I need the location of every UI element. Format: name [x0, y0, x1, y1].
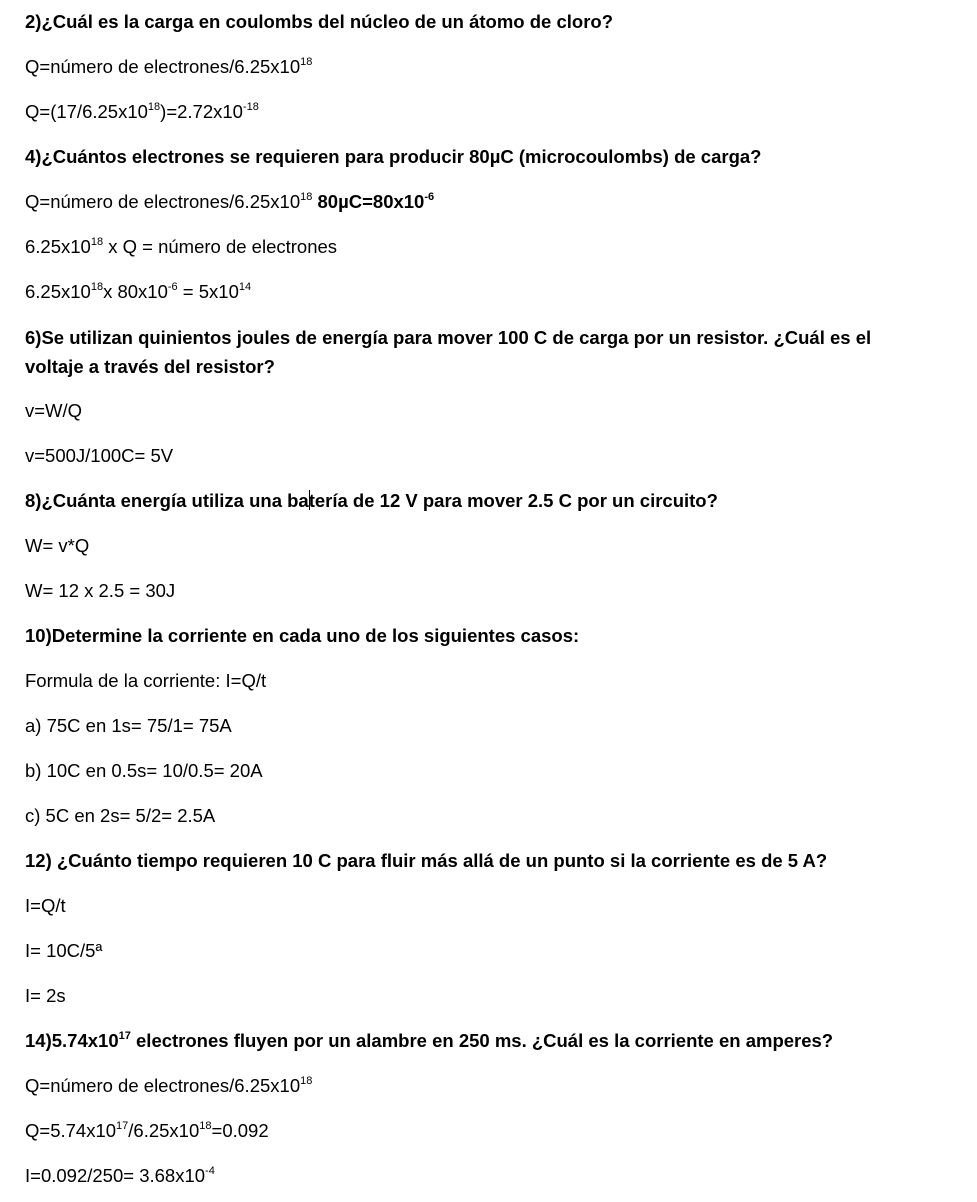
text-run: W= 12 x 2.5 = 30J	[25, 580, 176, 601]
text-run: Formula de la corriente: I=Q/t	[25, 670, 267, 691]
answer-line	[25, 892, 66, 920]
text-run: 4)¿Cuántos electrones se requieren para producir 80µC (microcoulombs) de carga?	[25, 146, 762, 167]
answer-line	[25, 188, 434, 216]
text-run: x 80x10	[103, 281, 168, 302]
text-run: 12) ¿Cuánto tiempo requieren 10 C para fluir más allá de un punto si la corriente es de 5 A?	[25, 850, 828, 871]
text-run: /6.25x10	[128, 1120, 200, 1141]
answer-line	[25, 278, 251, 306]
text-run: Q=número de electrones/6.25x10	[25, 1075, 301, 1096]
question-heading	[25, 1027, 833, 1055]
exponent: 18	[300, 56, 313, 68]
answer-line	[25, 233, 337, 261]
exponent: -18	[242, 101, 259, 113]
answer-line	[25, 1162, 215, 1190]
text-run: Q=número de electrones/6.25x10	[25, 191, 301, 212]
text-run: a) 75C en 1s= 75/1= 75A	[25, 715, 232, 736]
text-run: v=500J/100C= 5V	[25, 445, 174, 466]
text-run: I=Q/t	[25, 895, 66, 916]
text-run: I= 10C/5ª	[25, 940, 103, 961]
text-run: W= v*Q	[25, 535, 90, 556]
answer-line	[25, 53, 312, 81]
text-run: 8)¿Cuánta energía utiliza una ba	[25, 490, 309, 511]
answer-line	[25, 532, 89, 560]
answer-line	[25, 802, 215, 830]
text-run: I= 2s	[25, 985, 66, 1006]
exponent: -6	[167, 281, 178, 293]
exponent: 18	[147, 101, 161, 113]
exponent: -4	[205, 1165, 215, 1177]
answer-line	[25, 982, 66, 1010]
answer-line	[25, 937, 102, 965]
text-run: 10)Determine la corriente en cada uno de los siguientes casos:	[25, 625, 580, 646]
bold-text-run: 80µC=80x10	[317, 191, 425, 212]
exponent: 17	[118, 1030, 131, 1042]
exponent: 18	[90, 281, 104, 293]
exponent: 18	[300, 1075, 313, 1087]
text-run: Q=5.74x10	[25, 1120, 117, 1141]
text-run: 6.25x10	[25, 236, 91, 257]
text-run: 6.25x10	[25, 281, 91, 302]
text-run: 2)¿Cuál es la carga en coulombs del núcleo de un átomo de cloro?	[25, 11, 614, 32]
text-run: c) 5C en 2s= 5/2= 2.5A	[25, 805, 216, 826]
text-run: Q=número de electrones/6.25x10	[25, 56, 301, 77]
answer-line	[25, 98, 259, 126]
question-heading	[25, 8, 613, 36]
answer-line	[25, 442, 173, 470]
text-run: x Q = número de electrones	[103, 236, 338, 257]
text-run: )=2.72x10	[160, 101, 243, 122]
text-run: Q=(17/6.25x10	[25, 101, 148, 122]
text-run: tería de 12 V para mover 2.5 C por un circuito?	[308, 490, 718, 511]
text-run: v=W/Q	[25, 400, 83, 421]
exponent: 14	[238, 281, 252, 293]
text-run: =0.092	[211, 1120, 269, 1141]
question-heading	[25, 143, 761, 171]
exponent: 18	[199, 1120, 212, 1132]
answer-line	[25, 577, 175, 605]
question-heading	[25, 487, 718, 515]
text-run: electrones fluyen por un alambre en 250 ms. ¿Cuál es la corriente en amperes?	[130, 1030, 834, 1051]
text-run: I=0.092/250= 3.68x10	[25, 1165, 206, 1186]
bold-exponent: -6	[424, 191, 435, 203]
exponent: 17	[116, 1120, 129, 1132]
answer-line	[25, 757, 263, 785]
answer-line	[25, 667, 266, 695]
answer-line	[25, 1072, 312, 1100]
answer-line	[25, 712, 232, 740]
answer-line	[25, 1117, 269, 1145]
question-heading	[25, 622, 579, 650]
answer-line	[25, 397, 82, 425]
question-heading	[25, 847, 827, 875]
exponent: 18	[90, 236, 104, 248]
text-run: = 5x10	[177, 281, 239, 302]
question-heading	[25, 323, 885, 381]
text-run: 6)Se utilizan quinientos joules de energía para mover 100 C de carga por un resistor. ¿Cuál es el voltaje a través del resistor?	[25, 327, 872, 377]
text-run: 14)5.74x10	[25, 1030, 119, 1051]
text-run: b) 10C en 0.5s= 10/0.5= 20A	[25, 760, 263, 781]
exponent: 18	[300, 191, 313, 203]
